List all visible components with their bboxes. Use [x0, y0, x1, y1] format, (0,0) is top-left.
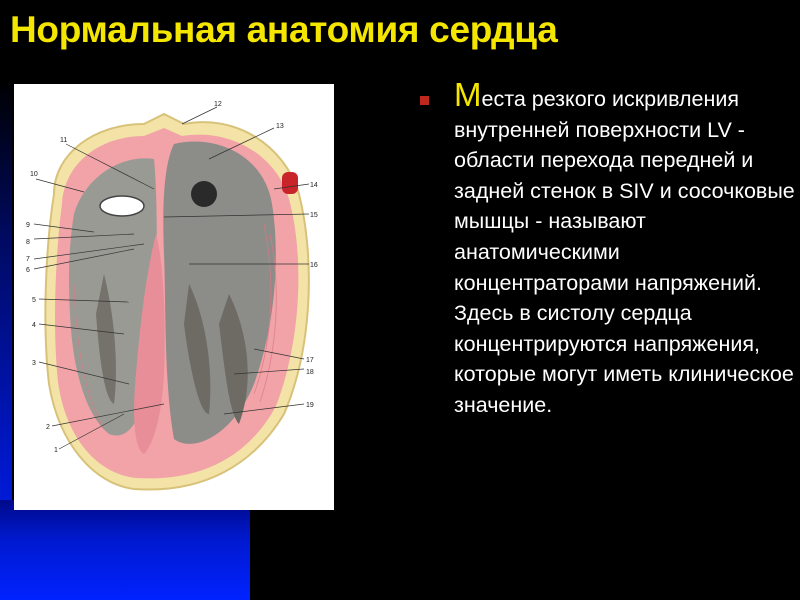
fig-label-19: 19	[306, 402, 314, 409]
heart-anatomy-figure	[14, 84, 334, 510]
fig-label-7: 7	[26, 256, 30, 263]
fig-label-14: 14	[310, 182, 318, 189]
bullet-text	[454, 76, 799, 421]
bullet-text-rest: еста резкого искривления внутренней поверхности LV - области перехода передней и задней стенок в SIV и сосочковые мышцы - называют анатомическими концентраторами напряжений. Здесь в систолу сердца концентрируются напряжения, которые могут иметь клиническое значение.	[454, 87, 795, 417]
fig-label-10: 10	[30, 171, 38, 178]
fig-label-16: 16	[310, 262, 318, 269]
fig-label-3: 3	[32, 360, 36, 367]
fig-label-1: 1	[54, 447, 58, 454]
fig-label-15: 15	[310, 212, 318, 219]
fig-label-6: 6	[26, 267, 30, 274]
fig-label-18: 18	[306, 369, 314, 376]
bullet-first-letter: М	[454, 76, 482, 113]
fig-label-9: 9	[26, 222, 30, 229]
fig-label-2: 2	[46, 424, 50, 431]
fig-label-17: 17	[306, 357, 314, 364]
fig-label-13: 13	[276, 123, 284, 130]
slide-title: Нормальная анатомия сердца	[10, 9, 558, 50]
fig-label-12: 12	[214, 101, 222, 108]
fig-label-4: 4	[32, 322, 36, 329]
bullet-square-icon	[420, 96, 429, 105]
fig-label-5: 5	[32, 297, 36, 304]
background-blue-corner	[0, 500, 250, 600]
heart-cross-section-illustration	[14, 84, 334, 510]
fig-label-8: 8	[26, 239, 30, 246]
fig-label-11: 11	[60, 137, 68, 144]
